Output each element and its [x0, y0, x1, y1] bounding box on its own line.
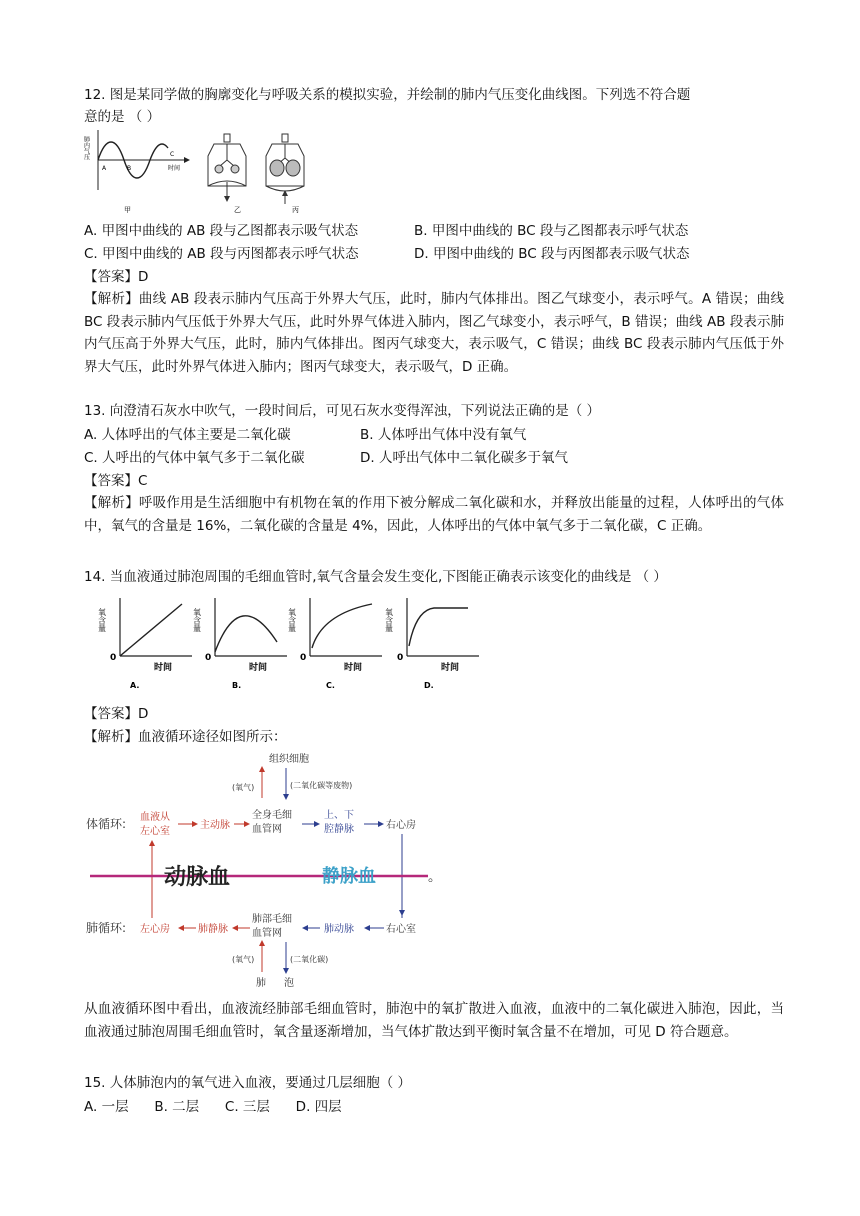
q15-options: A. 一层 B. 二层 C. 三层 D. 四层	[84, 1099, 342, 1115]
co2-label-bottom: (二氧化碳)	[290, 955, 329, 964]
graph-a-origin: 0	[110, 653, 117, 663]
graph-d-ylabel: 氧含量	[384, 608, 394, 632]
q12-option-b: B. 甲图中曲线的 BC 段与乙图都表示呼气状态	[414, 223, 689, 239]
graph-d-xlabel: 时间	[441, 663, 460, 673]
tissue-cells-label: 组织细胞	[269, 754, 309, 765]
oxygen-label-bottom: (氧气)	[232, 955, 255, 964]
lung-capillary-line1: 肺部毛细	[252, 914, 292, 925]
body-capillary-line2: 血管网	[252, 824, 282, 835]
q14-graphs	[97, 590, 500, 694]
co2-waste-label: (二氧化碳等废物)	[290, 781, 353, 790]
right-ventricle-label: 右心室	[386, 924, 416, 935]
graph-d-label: D.	[424, 681, 434, 690]
q12-ylabel: 肺内气压	[82, 136, 90, 160]
q12-option-c: C. 甲图中曲线的 AB 段与丙图都表示呼气状态	[84, 246, 359, 262]
alveoli-label-2: 泡	[284, 978, 294, 989]
lung-capillary-line2: 血管网	[252, 928, 282, 939]
q12-option-d: D. 甲图中曲线的 BC 段与丙图都表示吸气状态	[414, 246, 690, 262]
blood-from-lv-line2: 左心室	[140, 826, 170, 837]
graph-a	[98, 598, 193, 690]
graph-a-xlabel: 时间	[154, 663, 173, 673]
bell-jar-yi	[208, 134, 246, 214]
q13-stem: 13. 向澄清石灰水中吹气，一段时间后，可见石灰水变得浑浊，下列说法正确的是（ ）	[84, 403, 601, 419]
alveoli-label-1: 肺	[256, 978, 266, 989]
graph-d-origin: 0	[397, 653, 404, 663]
q12-stem-line1: 12. 图是某同学做的胸廓变化与呼吸关系的模拟实验，并绘制的肺内气压变化曲线图。下列选不符合题	[84, 87, 691, 103]
circulation-diagram	[86, 750, 436, 990]
q13-option-d: D. 人呼出气体中二氧化碳多于氧气	[360, 450, 568, 466]
pulmonary-circulation-label: 肺循环:	[86, 921, 127, 935]
q14-answer: 【答案】D	[84, 706, 149, 722]
q14-stem: 14. 当血液通过肺泡周围的毛细血管时,氧气含量会发生变化,下图能正确表示该变化的曲线是 （ ）	[84, 569, 667, 585]
graph-b-ylabel: 氧含量	[192, 608, 202, 632]
graph-b	[193, 598, 288, 690]
q13-option-b: B. 人体呼出气体中没有氧气	[360, 427, 527, 443]
q12-option-a: A. 甲图中曲线的 AB 段与乙图都表示吸气状态	[84, 223, 359, 239]
graph-c-ylabel: 氧含量	[287, 608, 297, 632]
q12-figure	[84, 126, 334, 216]
q13-analysis: 【解析】呼吸作用是生活细胞中有机物在氧的作用下被分解成二氧化碳和水，并释放出能量的过程，人体呼出的气体中，氧气的含量是 16%，二氧化碳的含量是 4%，因此，人体呼出的气体中氧气多于二氧化碳，C 正确。	[84, 495, 784, 534]
q12-stem-line2: 意的是 （ ）	[84, 109, 161, 125]
q13-answer: 【答案】C	[84, 473, 148, 489]
right-atrium-label: 右心房	[386, 820, 416, 831]
q13-option-a: A. 人体呼出的气体主要是二氧化碳	[84, 427, 291, 443]
q14-analysis-intro: 【解析】血液循环途径如图所示：	[84, 729, 287, 745]
graph-b-xlabel: 时间	[249, 663, 268, 673]
caption-bing: 丙	[292, 206, 299, 214]
graph-b-label: B.	[232, 681, 242, 690]
q12-analysis: 【解析】曲线 AB 段表示肺内气压高于外界大气压，此时，肺内气体排出。图乙气球变小，表示呼气。A 错误；曲线 BC 段表示肺内气压低于外界大气压，此时外界气体进入肺内，图乙气球变小，表示呼气，B 错误；曲线 AB 段表示肺内气压高于外界大气压，此时，肺内气体排出。图丙气球变大，表示吸气，C 错误；曲线 BC 段表示肺内气压低于外界大气压，此时外界气体进入肺内；图丙气球变大，表示吸气，D 正确。	[84, 291, 784, 375]
caption-jia: 甲	[124, 206, 131, 214]
oxygen-label-top: (氧气)	[232, 783, 255, 792]
point-c-label: C	[170, 151, 175, 158]
bell-jar-bing	[266, 134, 304, 214]
graph-d	[385, 598, 480, 690]
pulmonary-artery-label: 肺动脉	[324, 924, 354, 935]
caption-yi: 乙	[234, 206, 241, 214]
diagram-trailing-period: 。	[428, 869, 442, 885]
q13-option-c: C. 人呼出的气体中氧气多于二氧化碳	[84, 450, 305, 466]
point-a-label: A	[102, 165, 107, 172]
left-atrium-label: 左心房	[140, 924, 170, 935]
body-capillary-line1: 全身毛细	[252, 810, 292, 821]
graph-a-ylabel: 氧含量	[97, 608, 107, 632]
graph-b-origin: 0	[205, 653, 212, 663]
graph-c-xlabel: 时间	[344, 663, 363, 673]
graph-c-origin: 0	[300, 653, 307, 663]
q12-xlabel: 时间	[168, 165, 181, 172]
vena-cava-line2: 腔静脉	[324, 824, 354, 835]
blood-from-lv-line1: 血液从	[140, 812, 170, 823]
venous-blood-label: 静脉血	[322, 866, 376, 887]
graph-a-label: A.	[130, 681, 140, 690]
point-b-label: B	[127, 165, 132, 172]
q14-analysis-body: 从血液循环图中看出，血液流经肺部毛细血管时，肺泡中的氧扩散进入血液，血液中的二氧化碳进入肺泡，因此，当血液通过肺泡周围毛细血管时，氧含量逐渐增加，当气体扩散达到平衡时氧含量不在增加，可见 D 符合题意。	[84, 1001, 784, 1040]
q12-answer: 【答案】D	[84, 269, 149, 285]
systemic-circulation-label: 体循环:	[86, 817, 127, 831]
aorta-label: 主动脉	[200, 820, 230, 831]
q15-stem: 15. 人体肺泡内的氧气进入血液，要通过几层细胞（ ）	[84, 1075, 412, 1091]
vena-cava-line1: 上、下	[324, 810, 354, 821]
graph-c-label: C.	[326, 681, 335, 690]
graph-c	[288, 598, 383, 690]
pressure-curve-graph	[83, 130, 191, 214]
pulmonary-vein-label: 肺静脉	[198, 924, 228, 935]
arterial-blood-label: 动脉血	[164, 865, 231, 890]
